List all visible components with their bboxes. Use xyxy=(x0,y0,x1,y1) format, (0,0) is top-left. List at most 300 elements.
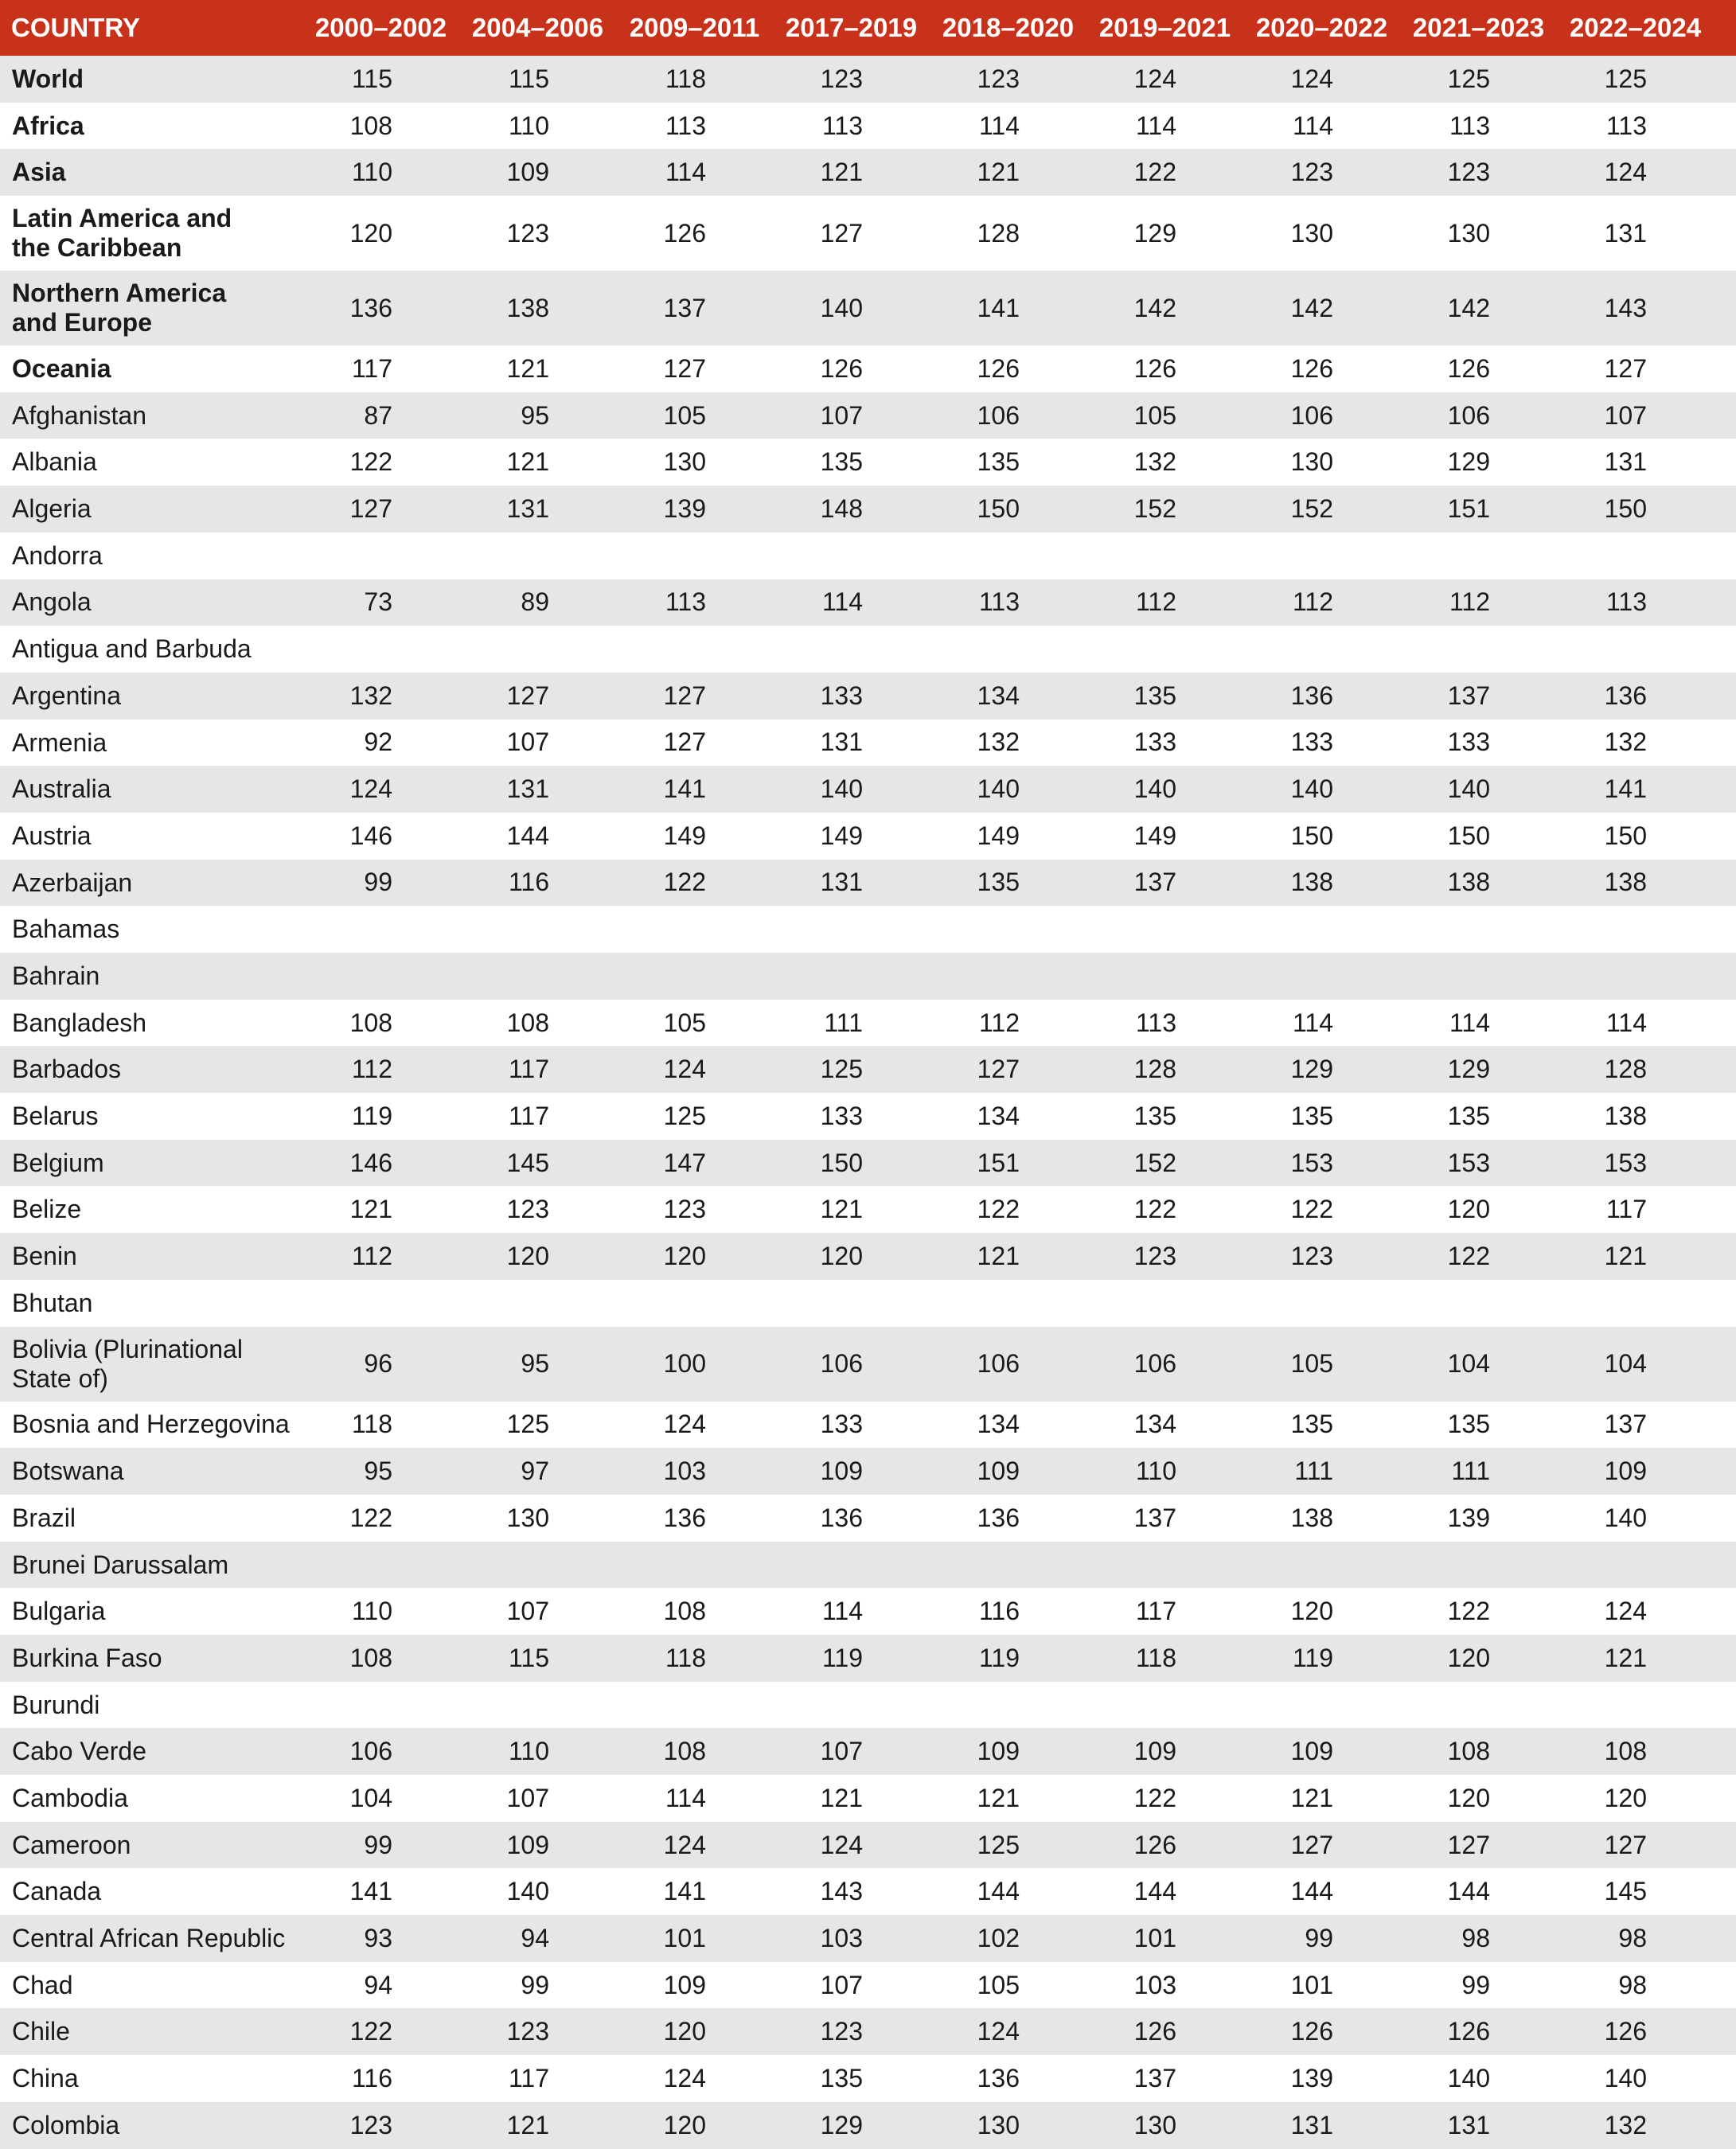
country-name-cell: Barbados xyxy=(12,1055,121,1084)
value-cell: 131 xyxy=(1604,218,1647,248)
value-cell: 127 xyxy=(1447,1830,1490,1859)
value-cell: 101 xyxy=(1133,1923,1176,1952)
value-cell: 122 xyxy=(1447,1597,1490,1626)
value-cell: 124 xyxy=(663,2063,706,2092)
value-cell: 131 xyxy=(1604,447,1647,477)
country-row xyxy=(0,813,1736,860)
country-row xyxy=(0,1868,1736,1915)
value-cell: 122 xyxy=(1290,1195,1333,1224)
value-cell: 151 xyxy=(1447,493,1490,523)
country-row xyxy=(0,1822,1736,1869)
value-cell: 113 xyxy=(1135,1008,1176,1037)
value-cell: 133 xyxy=(1447,727,1490,757)
value-cell: 144 xyxy=(506,821,549,850)
value-cell: 115 xyxy=(351,64,392,93)
value-cell: 132 xyxy=(1133,447,1176,477)
value-cell: 120 xyxy=(1447,1783,1490,1812)
value-cell: 136 xyxy=(820,1503,863,1532)
value-cell: 131 xyxy=(1447,2110,1490,2139)
value-cell: 140 xyxy=(506,1877,549,1906)
value-cell: 134 xyxy=(977,681,1020,710)
value-cell: 127 xyxy=(820,218,863,248)
value-cell: 141 xyxy=(663,774,706,804)
value-cell: 97 xyxy=(521,1457,549,1486)
value-cell: 131 xyxy=(506,493,549,523)
value-cell: 137 xyxy=(1133,2063,1176,2092)
column-header-period: 2021–2023 xyxy=(1412,13,1545,42)
value-cell: 117 xyxy=(351,353,392,383)
value-cell: 138 xyxy=(1290,1503,1333,1532)
value-cell: 126 xyxy=(1447,2017,1490,2046)
value-cell: 123 xyxy=(1290,1241,1333,1270)
country-name-cell: Northern America and Europe xyxy=(12,279,227,337)
country-row xyxy=(0,1140,1736,1187)
value-cell: 102 xyxy=(977,1923,1020,1952)
value-cell: 114 xyxy=(665,158,706,187)
value-cell: 126 xyxy=(1133,1830,1176,1859)
value-cell: 98 xyxy=(1618,1923,1647,1952)
country-name-cell: Angola xyxy=(12,587,92,617)
value-cell: 113 xyxy=(665,111,706,140)
country-row xyxy=(0,906,1736,953)
value-cell: 138 xyxy=(1604,1101,1647,1130)
value-cell: 106 xyxy=(977,1349,1020,1378)
value-cell: 123 xyxy=(977,64,1020,93)
country-row xyxy=(0,1280,1736,1327)
country-row xyxy=(0,1962,1736,2009)
value-cell: 124 xyxy=(663,1410,706,1439)
value-cell: 109 xyxy=(1290,1737,1333,1766)
value-cell: 124 xyxy=(663,1055,706,1084)
value-cell: 98 xyxy=(1618,1970,1647,1999)
value-cell: 130 xyxy=(1133,2110,1176,2139)
value-cell: 124 xyxy=(977,2017,1020,2046)
value-cell: 94 xyxy=(364,1970,392,1999)
value-cell: 149 xyxy=(820,821,863,850)
country-name-cell: Africa xyxy=(12,111,84,140)
value-cell: 141 xyxy=(663,1877,706,1906)
value-cell: 140 xyxy=(820,774,863,804)
value-cell: 152 xyxy=(1133,1148,1176,1177)
value-cell: 108 xyxy=(349,1008,392,1037)
value-cell: 133 xyxy=(1290,727,1333,757)
country-row xyxy=(0,1915,1736,1962)
country-name-cell: Andorra xyxy=(12,540,103,570)
value-cell: 126 xyxy=(1290,2017,1333,2046)
value-cell: 150 xyxy=(1447,821,1490,850)
value-cell: 122 xyxy=(663,868,706,897)
value-cell: 153 xyxy=(1447,1148,1490,1177)
value-cell: 131 xyxy=(820,727,863,757)
value-cell: 121 xyxy=(506,353,549,383)
value-cell: 116 xyxy=(978,1597,1020,1626)
country-row xyxy=(0,1495,1736,1542)
value-cell: 126 xyxy=(663,218,706,248)
country-row xyxy=(0,1402,1736,1449)
table-body xyxy=(0,56,1736,2149)
country-name-cell: Colombia xyxy=(12,2110,120,2139)
value-cell: 109 xyxy=(977,1737,1020,1766)
value-cell: 121 xyxy=(820,158,863,187)
region-row xyxy=(0,149,1736,196)
country-name-cell: Bulgaria xyxy=(12,1597,106,1626)
value-cell: 95 xyxy=(521,1349,549,1378)
value-cell: 126 xyxy=(1290,353,1333,383)
value-cell: 108 xyxy=(1447,1737,1490,1766)
value-cell: 144 xyxy=(1447,1877,1490,1906)
value-cell: 123 xyxy=(349,2110,392,2139)
country-name-cell: Cambodia xyxy=(12,1783,128,1812)
value-cell: 98 xyxy=(1461,1923,1490,1952)
value-cell: 106 xyxy=(977,400,1020,430)
value-cell: 140 xyxy=(1447,774,1490,804)
value-cell: 135 xyxy=(1133,681,1176,710)
country-row xyxy=(0,532,1736,579)
value-cell: 130 xyxy=(977,2110,1020,2139)
value-cell: 121 xyxy=(1290,1783,1333,1812)
country-row xyxy=(0,439,1736,486)
value-cell: 107 xyxy=(820,400,863,430)
value-cell: 149 xyxy=(663,821,706,850)
value-cell: 130 xyxy=(1290,218,1333,248)
value-cell: 127 xyxy=(663,353,706,383)
country-name-cell: Cameroon xyxy=(12,1830,131,1859)
value-cell: 114 xyxy=(1292,1008,1333,1037)
value-cell: 124 xyxy=(1604,158,1647,187)
country-name-cell: Bahrain xyxy=(12,961,100,990)
value-cell: 120 xyxy=(1447,1643,1490,1672)
value-cell: 140 xyxy=(977,774,1020,804)
value-cell: 152 xyxy=(1133,493,1176,523)
value-cell: 115 xyxy=(508,1643,549,1672)
country-name-cell: Bolivia (Plurinational State of) xyxy=(12,1334,243,1393)
value-cell: 126 xyxy=(1133,2017,1176,2046)
value-cell: 106 xyxy=(1133,1349,1176,1378)
value-cell: 120 xyxy=(820,1241,863,1270)
value-cell: 119 xyxy=(351,1101,392,1130)
country-name-cell: Australia xyxy=(12,774,111,804)
value-cell: 108 xyxy=(663,1597,706,1626)
country-name-cell: Asia xyxy=(12,158,66,187)
country-name-cell: Cabo Verde xyxy=(12,1737,147,1766)
country-row xyxy=(0,2102,1736,2149)
region-row xyxy=(0,345,1736,392)
value-cell: 139 xyxy=(1447,1503,1490,1532)
country-row xyxy=(0,673,1736,720)
value-cell: 143 xyxy=(820,1877,863,1906)
country-row xyxy=(0,486,1736,532)
value-cell: 125 xyxy=(506,1410,549,1439)
value-cell: 137 xyxy=(1604,1410,1647,1439)
value-cell: 132 xyxy=(977,727,1020,757)
value-cell: 113 xyxy=(1605,111,1647,140)
column-header-period: 2019–2021 xyxy=(1098,13,1231,42)
value-cell: 136 xyxy=(663,1503,706,1532)
value-cell: 136 xyxy=(1604,681,1647,710)
country-name-cell: Canada xyxy=(12,1877,102,1906)
value-cell: 117 xyxy=(508,1101,549,1130)
value-cell: 123 xyxy=(1133,1241,1176,1270)
region-row xyxy=(0,271,1736,345)
country-row xyxy=(0,1682,1736,1729)
value-cell: 128 xyxy=(977,218,1020,248)
value-cell: 122 xyxy=(349,2017,392,2046)
value-cell: 115 xyxy=(508,64,549,93)
value-cell: 101 xyxy=(1290,1970,1333,1999)
value-cell: 118 xyxy=(1135,1643,1176,1672)
country-name-cell: Afghanistan xyxy=(12,400,147,430)
column-header-period: 2018–2020 xyxy=(942,13,1075,42)
value-cell: 106 xyxy=(820,1349,863,1378)
value-cell: 73 xyxy=(364,587,392,617)
value-cell: 130 xyxy=(1447,218,1490,248)
country-row xyxy=(0,1775,1736,1822)
value-cell: 109 xyxy=(820,1457,863,1486)
country-name-cell: Belgium xyxy=(12,1148,104,1177)
value-cell: 117 xyxy=(1135,1597,1176,1626)
value-cell: 120 xyxy=(1604,1783,1647,1812)
value-cell: 136 xyxy=(1290,681,1333,710)
value-cell: 122 xyxy=(349,1503,392,1532)
value-cell: 127 xyxy=(663,727,706,757)
value-cell: 109 xyxy=(506,158,549,187)
value-cell: 141 xyxy=(1604,774,1647,804)
country-name-cell: Burundi xyxy=(12,1690,100,1719)
value-cell: 105 xyxy=(663,400,706,430)
value-cell: 152 xyxy=(1290,493,1333,523)
value-cell: 138 xyxy=(1290,868,1333,897)
value-cell: 117 xyxy=(508,2063,549,2092)
country-name-cell: World xyxy=(12,64,84,93)
value-cell: 106 xyxy=(1447,400,1490,430)
value-cell: 150 xyxy=(1290,821,1333,850)
value-cell: 114 xyxy=(1449,1008,1490,1037)
country-row xyxy=(0,1588,1736,1635)
value-cell: 133 xyxy=(820,1101,863,1130)
value-cell: 109 xyxy=(663,1970,706,1999)
value-cell: 124 xyxy=(820,1830,863,1859)
value-cell: 110 xyxy=(351,1597,392,1626)
value-cell: 129 xyxy=(1447,447,1490,477)
value-cell: 129 xyxy=(1290,1055,1333,1084)
value-cell: 136 xyxy=(349,293,392,322)
value-cell: 130 xyxy=(1290,447,1333,477)
country-row xyxy=(0,1046,1736,1093)
value-cell: 105 xyxy=(1133,400,1176,430)
column-header-period: 2009–2011 xyxy=(629,13,760,42)
value-cell: 132 xyxy=(1604,2110,1647,2139)
value-cell: 119 xyxy=(821,1643,863,1672)
value-cell: 124 xyxy=(349,774,392,804)
value-cell: 95 xyxy=(521,400,549,430)
value-cell: 127 xyxy=(349,493,392,523)
value-cell: 124 xyxy=(1604,1597,1647,1626)
value-cell: 126 xyxy=(1447,353,1490,383)
country-row xyxy=(0,626,1736,673)
value-cell: 141 xyxy=(977,293,1020,322)
value-cell: 105 xyxy=(1290,1349,1333,1378)
value-cell: 107 xyxy=(506,1597,549,1626)
value-cell: 114 xyxy=(1292,111,1333,140)
value-cell: 120 xyxy=(663,2017,706,2046)
country-name-cell: Belize xyxy=(12,1195,82,1224)
value-cell: 144 xyxy=(977,1877,1020,1906)
value-cell: 109 xyxy=(506,1830,549,1859)
value-cell: 140 xyxy=(1133,774,1176,804)
value-cell: 117 xyxy=(508,1055,549,1084)
value-cell: 130 xyxy=(663,447,706,477)
value-cell: 126 xyxy=(1133,353,1176,383)
value-cell: 141 xyxy=(349,1877,392,1906)
country-name-cell: Bangladesh xyxy=(12,1008,147,1037)
value-cell: 153 xyxy=(1604,1148,1647,1177)
value-cell: 107 xyxy=(506,727,549,757)
country-row xyxy=(0,953,1736,1000)
country-name-cell: China xyxy=(12,2064,79,2093)
region-row xyxy=(0,56,1736,103)
value-cell: 144 xyxy=(1290,1877,1333,1906)
value-cell: 120 xyxy=(1290,1597,1333,1626)
value-cell: 140 xyxy=(820,293,863,322)
value-cell: 123 xyxy=(663,1195,706,1224)
value-cell: 126 xyxy=(1604,2017,1647,2046)
value-cell: 129 xyxy=(820,2110,863,2139)
value-cell: 137 xyxy=(1447,681,1490,710)
country-row xyxy=(0,1327,1736,1402)
value-cell: 112 xyxy=(1135,587,1176,617)
value-cell: 134 xyxy=(977,1101,1020,1130)
region-row xyxy=(0,103,1736,150)
value-cell: 121 xyxy=(1604,1241,1647,1270)
value-cell: 151 xyxy=(977,1148,1020,1177)
value-cell: 122 xyxy=(1133,1783,1176,1812)
country-row xyxy=(0,2008,1736,2055)
country-row xyxy=(0,1635,1736,1682)
value-cell: 112 xyxy=(978,1008,1020,1037)
value-cell: 149 xyxy=(977,821,1020,850)
value-cell: 124 xyxy=(1290,64,1333,93)
value-cell: 148 xyxy=(820,493,863,523)
value-cell: 105 xyxy=(663,1008,706,1037)
value-cell: 114 xyxy=(821,1597,863,1626)
value-cell: 122 xyxy=(1133,158,1176,187)
value-cell: 112 xyxy=(351,1241,392,1270)
value-cell: 94 xyxy=(521,1923,549,1952)
value-cell: 129 xyxy=(1133,218,1176,248)
value-cell: 121 xyxy=(977,158,1020,187)
value-cell: 142 xyxy=(1447,293,1490,322)
value-cell: 127 xyxy=(663,681,706,710)
value-cell: 96 xyxy=(364,1349,392,1378)
value-cell: 99 xyxy=(1461,1970,1490,1999)
value-cell: 121 xyxy=(820,1783,863,1812)
value-cell: 142 xyxy=(1290,293,1333,322)
value-cell: 107 xyxy=(820,1737,863,1766)
country-name-cell: Botswana xyxy=(12,1457,124,1486)
country-name-cell: Latin America and the Caribbean xyxy=(12,204,232,263)
value-cell: 133 xyxy=(820,681,863,710)
value-cell: 106 xyxy=(349,1737,392,1766)
value-cell: 111 xyxy=(1451,1457,1490,1486)
value-cell: 138 xyxy=(1447,868,1490,897)
value-cell: 105 xyxy=(977,1970,1020,1999)
value-cell: 118 xyxy=(665,64,706,93)
value-cell: 113 xyxy=(978,587,1020,617)
value-cell: 112 xyxy=(1292,587,1333,617)
value-cell: 108 xyxy=(349,111,392,140)
value-cell: 146 xyxy=(349,1148,392,1177)
country-name-cell: Chad xyxy=(12,1970,73,1999)
value-cell: 135 xyxy=(1290,1101,1333,1130)
value-cell: 125 xyxy=(663,1101,706,1130)
value-cell: 135 xyxy=(977,868,1020,897)
value-cell: 123 xyxy=(820,2017,863,2046)
value-cell: 113 xyxy=(1449,111,1490,140)
value-cell: 100 xyxy=(663,1349,706,1378)
value-cell: 150 xyxy=(977,493,1020,523)
country-row xyxy=(0,720,1736,766)
value-cell: 108 xyxy=(1604,1737,1647,1766)
value-cell: 139 xyxy=(1290,2063,1333,2092)
value-cell: 135 xyxy=(1133,1101,1176,1130)
value-cell: 99 xyxy=(1305,1923,1333,1952)
country-name-cell: Benin xyxy=(12,1242,77,1271)
value-cell: 121 xyxy=(506,447,549,477)
value-cell: 135 xyxy=(1290,1410,1333,1439)
value-cell: 111 xyxy=(824,1008,863,1037)
country-row xyxy=(0,392,1736,439)
country-row xyxy=(0,1093,1736,1140)
country-name-cell: Armenia xyxy=(12,727,107,757)
value-cell: 142 xyxy=(1133,293,1176,322)
column-header-period: 2000–2002 xyxy=(314,13,447,42)
column-header-period: 2022–2024 xyxy=(1569,13,1702,42)
value-cell: 119 xyxy=(1292,1643,1333,1672)
value-cell: 130 xyxy=(506,1503,549,1532)
value-cell: 139 xyxy=(663,493,706,523)
value-cell: 128 xyxy=(1133,1055,1176,1084)
value-cell: 118 xyxy=(665,1643,706,1672)
country-row xyxy=(0,1728,1736,1775)
value-cell: 127 xyxy=(1604,353,1647,383)
value-cell: 109 xyxy=(1133,1737,1176,1766)
country-row xyxy=(0,1233,1736,1280)
value-cell: 134 xyxy=(1133,1410,1176,1439)
value-cell: 120 xyxy=(1447,1195,1490,1224)
value-cell: 95 xyxy=(364,1457,392,1486)
value-cell: 138 xyxy=(1604,868,1647,897)
country-name-cell: Algeria xyxy=(12,494,92,524)
value-cell: 89 xyxy=(521,587,549,617)
value-cell: 137 xyxy=(663,293,706,322)
value-cell: 103 xyxy=(820,1923,863,1952)
value-cell: 107 xyxy=(506,1783,549,1812)
value-cell: 140 xyxy=(1604,2063,1647,2092)
value-cell: 122 xyxy=(1133,1195,1176,1224)
country-name-cell: Bhutan xyxy=(12,1288,93,1317)
value-cell: 123 xyxy=(506,218,549,248)
country-name-cell: Burkina Faso xyxy=(12,1643,162,1672)
value-cell: 133 xyxy=(820,1410,863,1439)
value-cell: 127 xyxy=(506,681,549,710)
country-name-cell: Brunei Darussalam xyxy=(12,1550,229,1579)
value-cell: 132 xyxy=(1604,727,1647,757)
value-cell: 113 xyxy=(665,587,706,617)
region-row xyxy=(0,196,1736,271)
value-cell: 136 xyxy=(977,2063,1020,2092)
value-cell: 106 xyxy=(1290,400,1333,430)
value-cell: 101 xyxy=(663,1923,706,1952)
